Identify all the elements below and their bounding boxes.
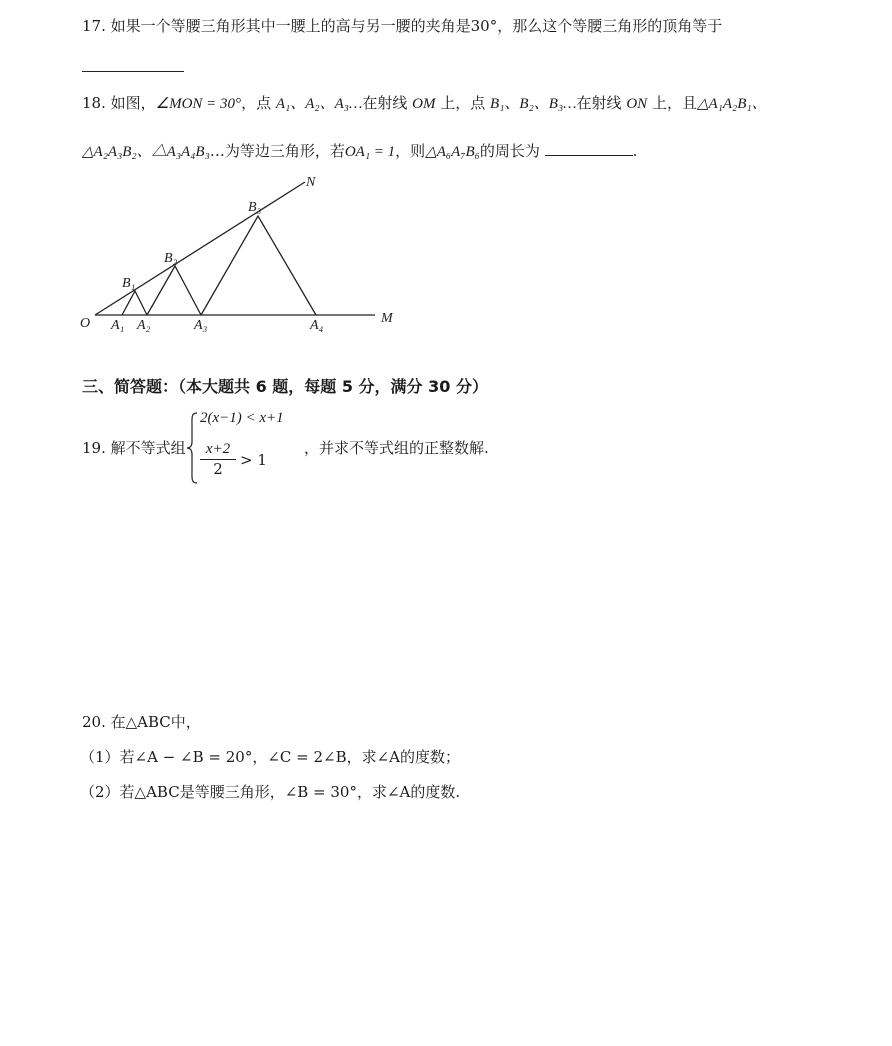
- q20-number: 20.: [82, 713, 106, 731]
- q18-triangle-2: △A₂A₃B₂、: [82, 144, 152, 160]
- label-a1: A₁: [111, 318, 125, 333]
- q18-triangle-3: △A₃A₄B₃: [151, 144, 210, 160]
- q18-line1: [82, 92, 767, 113]
- q20-part-2: （2）若△ABC是等腰三角形，∠B = 30°，求∠A的度数.: [80, 783, 461, 801]
- q18-figure: [70, 170, 410, 340]
- q18-ray-om: OM: [412, 96, 436, 112]
- q18-ray-on: ON: [626, 96, 648, 112]
- label-a3: A₃: [194, 318, 208, 333]
- q17-line: [82, 15, 722, 36]
- q19-inequality-2-rhs: > 1: [240, 451, 267, 469]
- label-b1: B₁: [122, 276, 136, 291]
- q20-part-1: （1）若∠A − ∠B = 20°，∠C = 2∠B，求∠A的度数；: [80, 748, 461, 766]
- q19-denominator: 2: [213, 460, 223, 478]
- q18-text: 如图，: [110, 94, 156, 112]
- answer-blank[interactable]: [82, 69, 184, 72]
- q19-numerator: x+2: [200, 441, 236, 460]
- q18-text: 上，点: [440, 94, 486, 112]
- label-m: M: [381, 311, 393, 326]
- q19-prefix: 解不等式组: [110, 439, 186, 457]
- q18-b-points: B₁、B₂、B₃…: [490, 96, 577, 112]
- brace-icon: [186, 412, 198, 484]
- label-a2: A₂: [137, 318, 151, 333]
- q18-text: ，则: [395, 142, 426, 160]
- answer-blank[interactable]: [545, 145, 633, 156]
- q18-a-points: A₁、A₂、A₃…: [275, 96, 363, 112]
- q18-oa1: OA₁ = 1: [344, 144, 396, 160]
- q18-target-triangle: △A₆A₇B₆: [425, 144, 480, 160]
- triangle-3: [201, 216, 316, 315]
- q18-text: 在射线: [576, 94, 622, 112]
- triangle-1: [122, 291, 147, 315]
- q18-triangle-1: △A₁A₂B₁、: [696, 96, 767, 112]
- q18-number: 18.: [82, 94, 106, 112]
- q18-text: 在射线: [362, 94, 408, 112]
- ray-on: [95, 182, 305, 315]
- q17-text: 如果一个等腰三角形其中一腰上的高与另一腰的夹角是30°，那么这个等腰三角形的顶角等于: [110, 17, 723, 35]
- label-b2: B₂: [164, 251, 178, 266]
- q18-line2: [82, 140, 637, 161]
- q19-line: [82, 437, 186, 458]
- q18-text: …为等边三角形，若: [209, 142, 345, 160]
- q18-text: ，点: [241, 94, 272, 112]
- q18-text: 上，且: [651, 94, 697, 112]
- q19-suffix: ，并求不等式组的正整数解.: [304, 439, 489, 457]
- q19-number: 19.: [82, 439, 106, 457]
- label-a4: A₄: [310, 318, 324, 333]
- label-b3: B₃: [248, 200, 262, 215]
- q17-answer-blank[interactable]: [82, 58, 184, 76]
- q18-angle: ∠MON = 30°: [155, 96, 242, 112]
- label-o: O: [80, 316, 91, 331]
- q20-intro: 在△ABC中，: [110, 713, 201, 731]
- q19-fraction: [200, 441, 236, 478]
- q19-inequality-1: 2(x−1) < x+1: [200, 410, 284, 426]
- section-heading: 三、简答题：（本大题共 6 题，每题 5 分，满分 30 分）: [82, 377, 488, 396]
- triangle-2: [147, 266, 201, 315]
- q18-text: 的周长为: [479, 142, 540, 160]
- label-n: N: [306, 175, 316, 190]
- q18-period: .: [632, 142, 638, 160]
- q20-intro-line: [82, 711, 201, 732]
- q17-number: 17.: [82, 17, 106, 35]
